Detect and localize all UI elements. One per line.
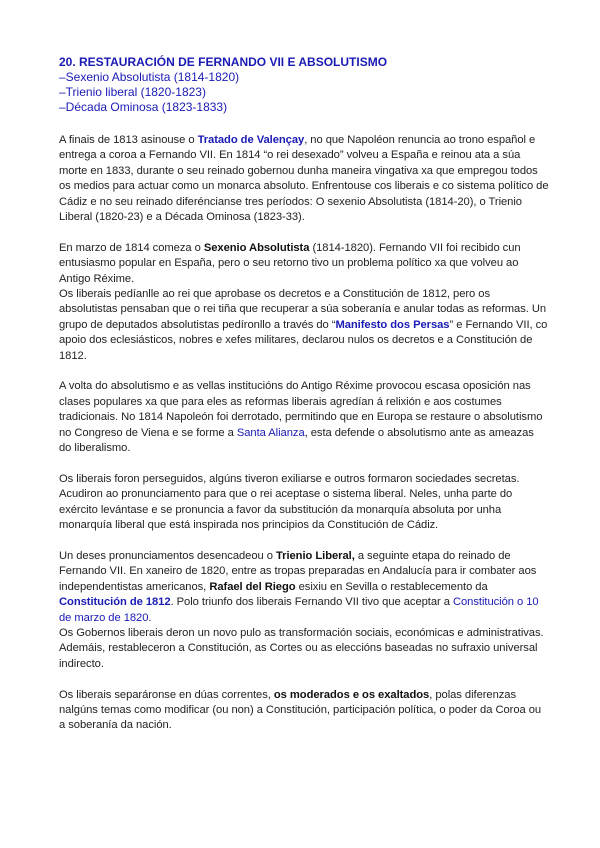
spacer	[59, 672, 549, 687]
paragraph-trienio: Un deses pronunciamentos desencadeou o Trienio Liberal, a seguinte etapa do reinado de Fernando VII. En xaneiro de 1820, entre as tropas preparadas en Andalucía para ir combater aos independentistas americanos, Rafael del Riego esixiu en Sevilla o restablecemento da Constitución de 1812. Polo triunfo dos liberais Fernando VII tivo que aceptar a Constitución o 10 de marzo de 1820.	[59, 549, 539, 624]
period-decada[interactable]: –Década Ominosa (1823-1833)	[59, 100, 228, 114]
paragraph-sexenio: En marzo de 1814 comeza o Sexenio Absolutista (1814-1820). Fernando VII foi recibido cun entusiasmo popular en España, pero o seu retorno tivo un problema político xa que volveu ao Antigo Réxime.	[59, 241, 521, 285]
period-trienio[interactable]: –Trienio liberal (1820-1823)	[59, 85, 206, 99]
link-santa-alianza[interactable]: Santa Alianza	[236, 426, 305, 439]
paragraph-liberais: Os liberais pedíanlle ao rei que aprobase os decretos e a Constitución de 1812, pero os absolutistas pensaban que o rei tiña que recuperar a súa soberanía e anular todas as reformas. Un grupo de deputados absolutistas pedíronllo a través do “Manifesto dos Persas” e Fernando VII, co apoio dos eclesiásticos, nobres e xefes militares, declarou nulos os decretos e a Constitución de 1812.	[59, 288, 548, 362]
spacer	[59, 225, 549, 240]
period-sexenio[interactable]: –Sexenio Absolutista (1814-1820)	[59, 70, 240, 84]
paragraph-intro: A finais de 1813 asinouse o Tratado de Valençay, no que Napoléon renuncia ao trono español e entrega a coroa a Fernando VII. En 1814 “o rei desexado” volveu a España e reinou ata a súa morte en 1833, durante o seu reinado gobernou dunha maneira vingativa xa que empregou todos os medios para actuar como un monarca absoluto. Enfrentouse cos liberais e co sistema político de Cádiz e no seu reinado diferéncianse tres períodos: O sexenio Absolutista (1814-20), o Trienio Liberal (1820-23) e a Década Ominosa (1823-33).	[59, 134, 549, 224]
spacer	[59, 115, 549, 133]
term-sexenio: Sexenio Absolutista	[203, 241, 310, 254]
link-constitucion-1812[interactable]: Constitución de 1812	[59, 596, 171, 609]
paragraph-gobernos: Os Gobernos liberais deron un novo pulo as transformación sociais, económicas e administrativas. Ademáis, restableceron a Constitución, as Cortes ou as eleccións baseadas no sufraxio universal indirecto.	[59, 626, 544, 670]
spacer	[59, 364, 549, 379]
spacer	[59, 457, 549, 472]
spacer	[59, 534, 549, 549]
term-moderados-exaltados: os moderados e os exaltados	[273, 688, 430, 701]
link-manifesto-persas[interactable]: Manifesto dos Persas	[335, 318, 450, 331]
paragraph-correntes: Os liberais separáronse en dúas correntes, os moderados e os exaltados, polas diferenzas nalgúns temas como modificar (ou non) a Constitución, participación política, o poder da Coroa ou a soberanía da nación.	[59, 688, 542, 732]
paragraph-absolutismo: A volta do absolutismo e as vellas institucións do Antigo Réxime provocou escasa oposición nas clases populares xa que para eles as reformas liberais agredían á relixión e aos costumes tradicionais. No 1814 Napoleón foi derrotado, permitindo que en Europa se restaure o absolutismo no Congreso de Viena e se forme a Santa Alianza, esta defende o absolutismo ante as ameazas do liberalismo.	[59, 380, 543, 455]
paragraph-perseguidos: Os liberais foron perseguidos, algúns tiveron exiliarse e outros formaron sociedades secretas. Acudiron ao pronunciamento para que o rei aceptase o sistema liberal. Neles, unha parte do exército levántase e se pronuncia a favor da substitución da monarquía absoluta por unha monarquía liberal que está inspirada nos principios da Constitución de Cádiz.	[59, 472, 520, 532]
term-trienio: Trienio Liberal,	[275, 549, 355, 562]
link-tratado-valencay[interactable]: Tratado de Valençay	[197, 134, 305, 146]
term-riego: Rafael del Riego	[209, 580, 296, 593]
link-constitucion-1820[interactable]: Constitución o 10 de marzo de 1820	[59, 596, 539, 624]
document-page	[59, 55, 549, 734]
document-title: 20. RESTAURACIÓN DE FERNANDO VII E ABSOLUTISMO	[59, 55, 388, 69]
